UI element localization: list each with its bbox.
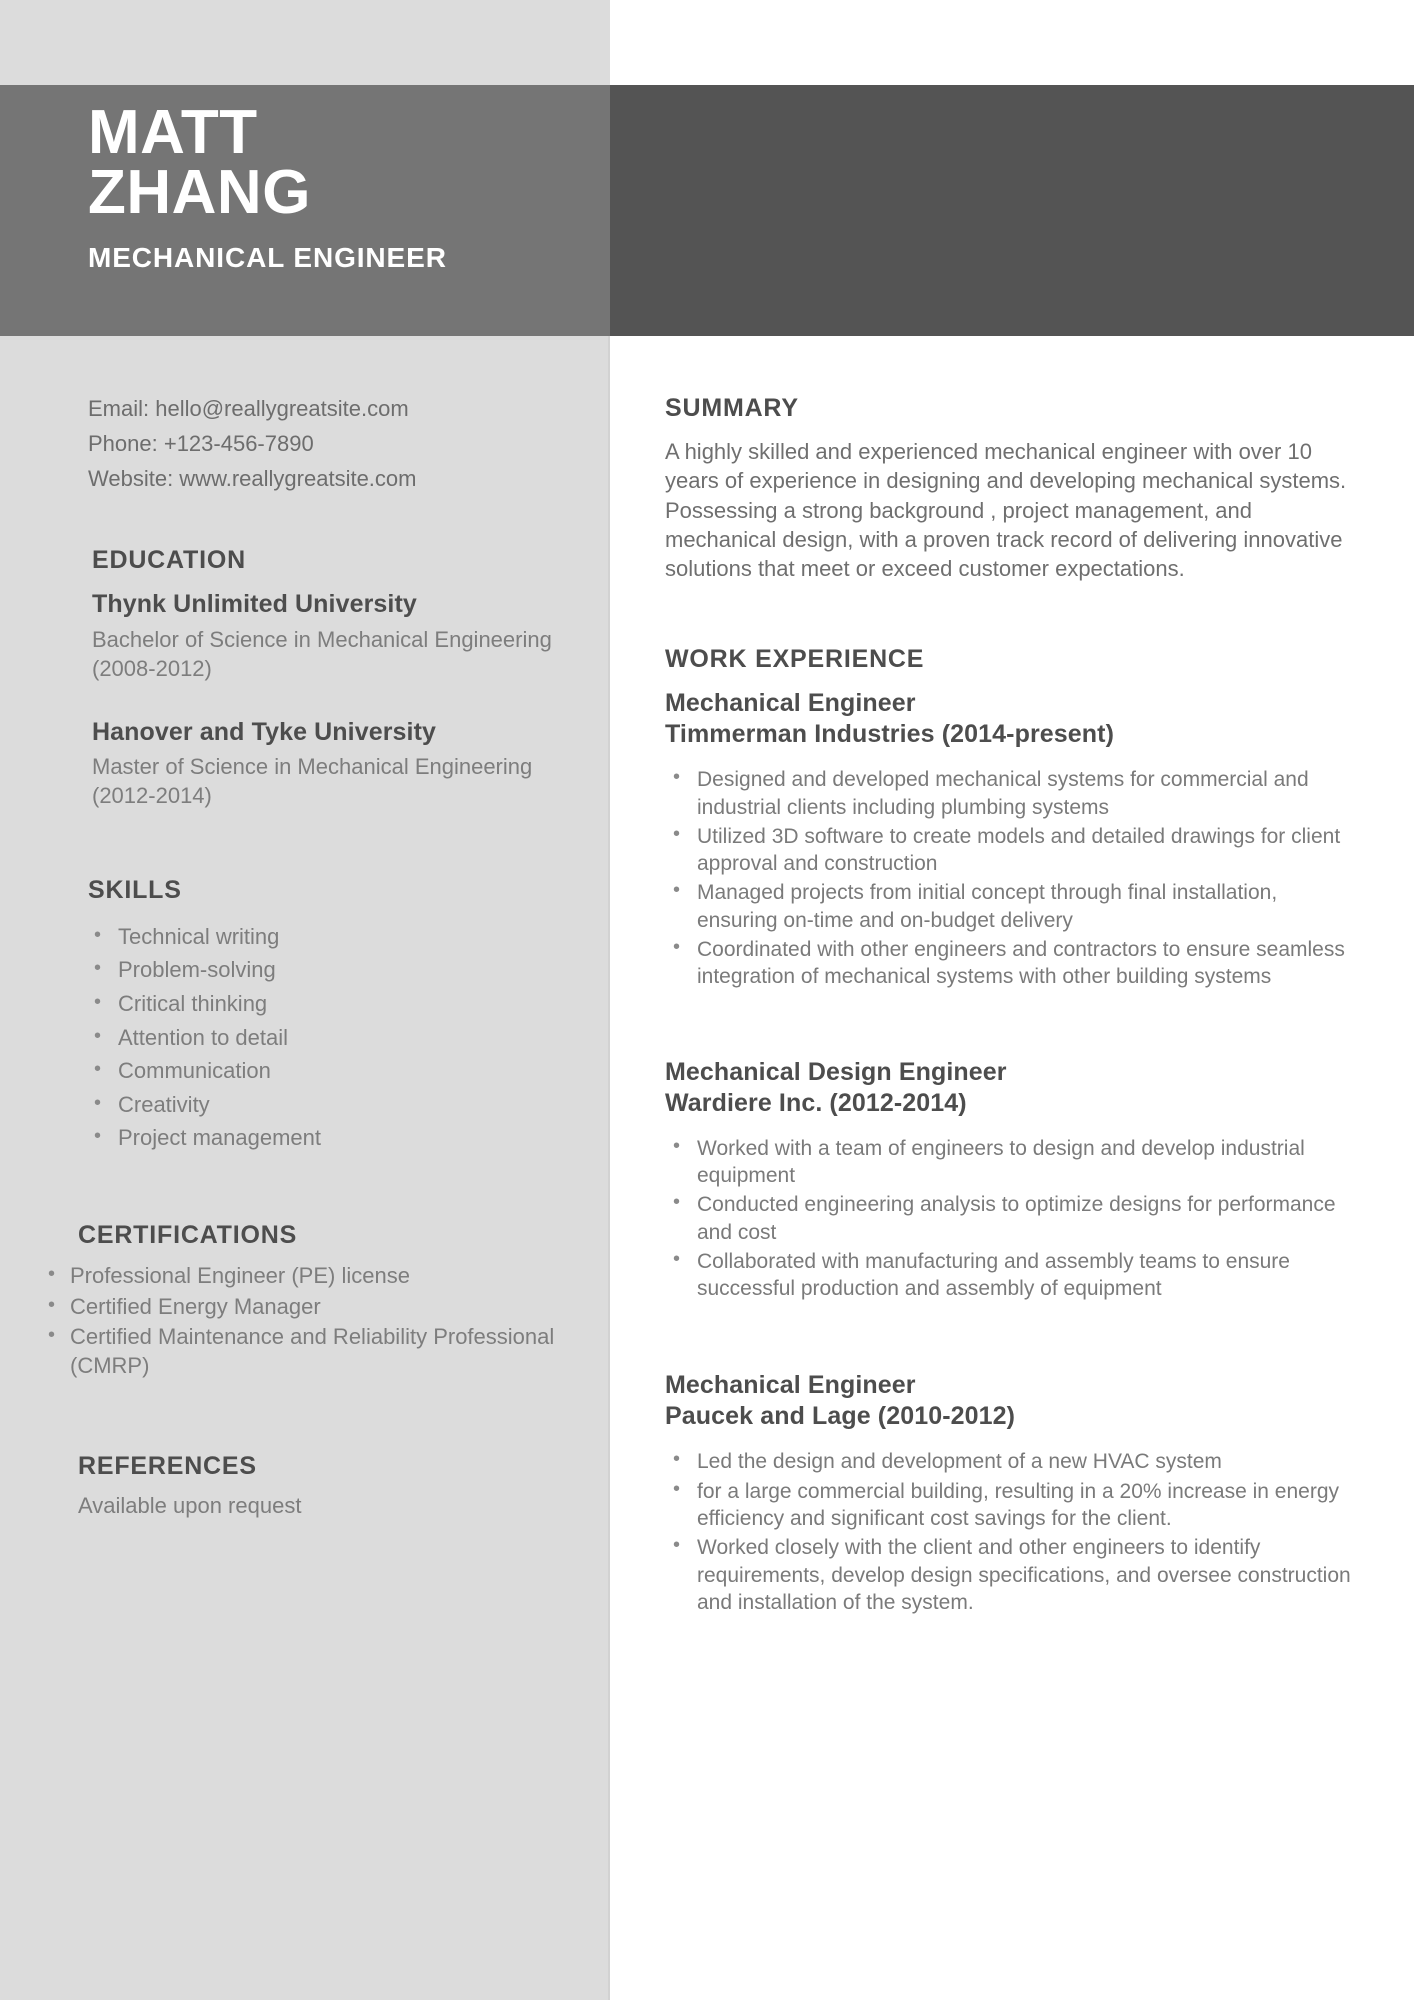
list-item: • Managed projects from initial concept through final installation, ensuring on-time and on-budget delivery <box>665 879 1358 934</box>
summary-text: A highly skilled and experienced mechanical engineer with over 10 years of experience in designing and developing mechanical systems. Possessing a strong background , project management, and mechanical design, with a proven track record of delivering innovative solutions that meet or exceed customer expectations. <box>665 439 1347 581</box>
education-entry <box>92 589 564 682</box>
education-entry <box>92 717 564 810</box>
job-bullet-list <box>665 766 1358 990</box>
certifications-list <box>40 1262 564 1380</box>
contact-block <box>0 336 610 496</box>
education-section <box>0 546 610 810</box>
contact-phone[interactable]: Phone: +123-456-7890 <box>88 430 314 456</box>
first-name: MATT <box>88 98 258 167</box>
work-experience-heading: WORK EXPERIENCE <box>665 645 925 674</box>
references-text: Available upon request <box>78 1493 302 1519</box>
job-entry <box>665 1370 1358 1616</box>
list-item: • Designed and developed mechanical systems for commercial and industrial clients including plumbing systems <box>665 766 1358 821</box>
list-item: • Coordinated with other engineers and contractors to ensure seamless integration of mechanical systems with other building systems <box>665 936 1358 991</box>
job-role: Mechanical Design Engineer <box>665 1057 1007 1086</box>
list-item: • Led the design and development of a new HVAC system <box>665 1448 1358 1475</box>
summary-section <box>665 394 1358 583</box>
education-heading: EDUCATION <box>92 546 246 575</box>
list-item: • Project management <box>88 1124 564 1153</box>
sidebar <box>0 336 610 1519</box>
job-bullet-list <box>665 1448 1358 1616</box>
job-entry <box>665 1057 1358 1303</box>
job-company: Timmerman Industries (2014-present) <box>665 720 1115 749</box>
list-item: • Certified Maintenance and Reliability Professional (CMRP) <box>40 1323 564 1380</box>
list-item: • Communication <box>88 1057 564 1086</box>
skills-heading: SKILLS <box>88 875 182 904</box>
job-company: Paucek and Lage (2010-2012) <box>665 1402 1016 1431</box>
list-item: • Worked closely with the client and other engineers to identify requirements, develop design specifications, and oversee construction and installation of the system. <box>665 1534 1358 1616</box>
job-role: Mechanical Engineer <box>665 1371 916 1400</box>
list-item: • Technical writing <box>88 923 564 952</box>
header-banner <box>0 85 1414 336</box>
list-item: • Creativity <box>88 1091 564 1120</box>
last-name: ZHANG <box>88 157 311 227</box>
list-item: • Professional Engineer (PE) license <box>40 1262 564 1291</box>
list-item: • Collaborated with manufacturing and assembly teams to ensure successful production and assembly of equipment <box>665 1248 1358 1303</box>
name-block <box>88 98 608 274</box>
job-bullet-list <box>665 1135 1358 1303</box>
skills-section <box>0 876 610 1153</box>
certifications-section <box>0 1221 610 1380</box>
list-item: • Worked with a team of engineers to design and develop industrial equipment <box>665 1135 1358 1190</box>
list-item: • Problem-solving <box>88 956 564 985</box>
header-job-title: MECHANICAL ENGINEER <box>88 242 447 274</box>
job-company: Wardiere Inc. (2012-2014) <box>665 1088 967 1117</box>
work-experience-section <box>665 645 1358 1616</box>
list-item: • Conducted engineering analysis to optimize designs for performance and cost <box>665 1191 1358 1246</box>
summary-heading: SUMMARY <box>665 394 799 422</box>
job-role: Mechanical Engineer <box>665 689 916 718</box>
education-degree: Bachelor of Science in Mechanical Engineering <box>92 626 552 652</box>
education-school: Thynk Unlimited University <box>92 590 417 619</box>
list-item: • for a large commercial building, resulting in a 20% increase in energy efficiency and significant cost savings for the client. <box>665 1478 1358 1533</box>
education-degree: Master of Science in Mechanical Engineering <box>92 753 533 779</box>
header-right-panel <box>610 85 1414 336</box>
education-years: (2008-2012) <box>92 655 212 681</box>
contact-email[interactable]: Email: hello@reallygreatsite.com <box>88 396 409 421</box>
education-school: Hanover and Tyke University <box>92 717 437 746</box>
references-section <box>0 1452 610 1519</box>
education-years: (2012-2014) <box>92 782 212 808</box>
list-item: • Certified Energy Manager <box>40 1293 564 1322</box>
references-heading: REFERENCES <box>78 1452 257 1481</box>
list-item: • Utilized 3D software to create models and detailed drawings for client approval and construction <box>665 823 1358 878</box>
list-item: • Attention to detail <box>88 1024 564 1053</box>
main-column <box>610 336 1414 1618</box>
contact-website[interactable]: Website: www.reallygreatsite.com <box>88 465 417 491</box>
job-entry <box>665 688 1358 990</box>
skills-list <box>88 923 564 1153</box>
certifications-heading: CERTIFICATIONS <box>78 1221 298 1250</box>
list-item: • Critical thinking <box>88 990 564 1019</box>
